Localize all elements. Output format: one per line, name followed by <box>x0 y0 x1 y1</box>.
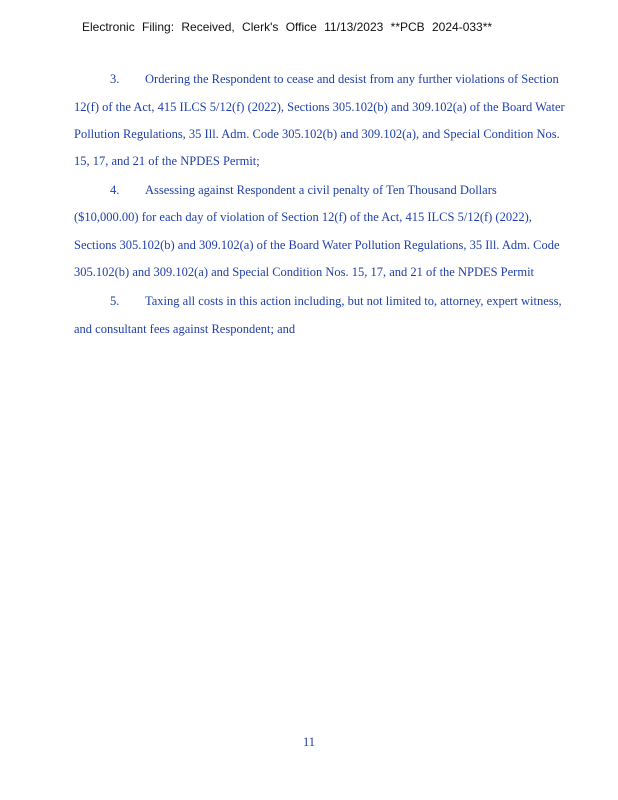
filing-header: Electronic Filing: Received, Clerk's Office 11/13/2023 **PCB 2024-033** <box>82 20 493 34</box>
page-number: 11 <box>302 735 316 749</box>
paragraph-5-line-1: Taxing all costs in this action including, but not limited to, attorney, expert witness, <box>145 294 562 308</box>
paragraph-5-line-2: and consultant fees against Respondent; and <box>74 322 296 336</box>
paragraph-4-line-4: 305.102(b) and 309.102(a) and Special Condition Nos. 15, 17, and 21 of the NPDES Permit <box>74 265 535 279</box>
paragraph-4-line-1: Assessing against Respondent a civil penalty of Ten Thousand Dollars <box>145 183 497 197</box>
paragraph-5-number: 5. <box>110 294 120 308</box>
paragraph-3-line-1: Ordering the Respondent to cease and desist from any further violations of Section <box>145 72 559 86</box>
paragraph-3-line-3: Pollution Regulations, 35 Ill. Adm. Code 305.102(b) and 309.102(a), and Special Condition Nos. <box>74 127 560 141</box>
paragraph-3-number: 3. <box>110 72 120 86</box>
paragraph-3-line-4: 15, 17, and 21 of the NPDES Permit; <box>74 154 260 168</box>
paragraph-4-number: 4. <box>110 183 120 197</box>
paragraph-3-line-2: 12(f) of the Act, 415 ILCS 5/12(f) (2022), Sections 305.102(b) and 309.102(a) of the Board Water <box>74 100 565 114</box>
paragraph-4-line-2: ($10,000.00) for each day of violation of Section 12(f) of the Act, 415 ILCS 5/12(f) (2022), <box>74 210 532 224</box>
paragraph-4-line-3: Sections 305.102(b) and 309.102(a) of the Board Water Pollution Regulations, 35 Ill. Adm. Code <box>74 238 560 252</box>
